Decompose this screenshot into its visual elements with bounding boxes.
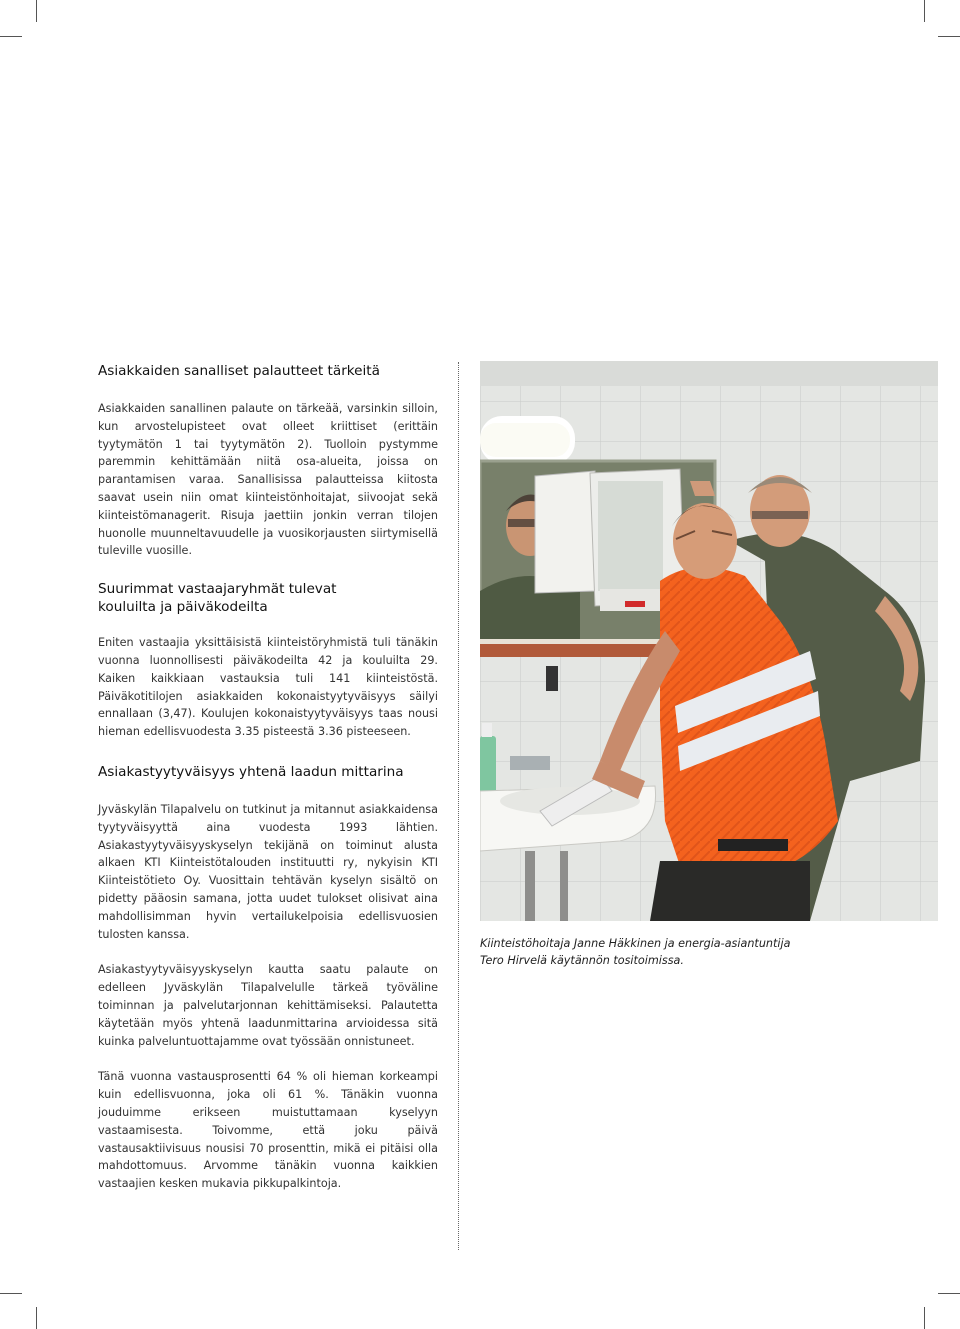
crop-mark	[0, 1293, 22, 1294]
photo-caption	[480, 935, 810, 969]
body-paragraph: Eniten vastaajia yksittäisistä kiinteistöryhmistä tuli tänäkin vuonna luonnollisesti päiväkodeilta 42 ja kouluilta 29. Kaiken kaikkiaan vastauksia tuli 141 kiinteistöstä. Päiväkotitilojen asiakkaiden kokonaistyytyväisyys säilyi ennallaan (3,47). Koulujen kokonaistyytyväisyys taas nousi hieman edellisvuodesta 3.35 pisteestä 3.36 pisteeseen.	[98, 636, 438, 739]
body-paragraph: Asiakkaiden sanallinen palaute on tärkeää, varsinkin silloin, kun arvostelupisteet ovat olleet kriittiset (erittäin tyytymätön 1 tai tyytymätön 2). Tuolloin pystymme paremmin kehittämään niitä osa-alueita, joissa on parantamisen varaa. Sanallisissa palautteissa kiitosta saavat usein niin omat kiinteistönhoitajat, siivoojat sekä kiinteistömanagerit. Risuja jaettiin jonkin verran tilojen huonolle muunneltavuudelle ja vuosikorjausten siirtymisellä tuleville vuosille.	[98, 402, 438, 558]
article-column	[98, 360, 438, 1193]
crop-mark	[36, 0, 37, 22]
caption-line: Kiinteistöhoitaja Janne Häkkinen ja energia-asiantuntija	[480, 937, 791, 950]
body-paragraph: Tänä vuonna vastausprosentti 64 % oli hieman korkeampi kuin edellisvuonna, joka oli 61 %. Tänäkin vuonna jouduimme erikseen muistuttamaan kyselyyn vastaamisesta. Toivomme, että joku päivä vastausaktiivisuus nousisi 70 prosenttin, mikä ei pitäisi olla mahdottomuus. Arvomme tänäkin vuonna kaikkien vastaajien kesken mukavia pikkupalkintoja.	[98, 1070, 438, 1191]
section-heading: Asiakkaiden sanalliset palautteet tärkeitä	[98, 363, 380, 379]
crop-mark	[924, 0, 925, 22]
crop-mark	[924, 1307, 925, 1329]
column-divider	[458, 362, 459, 1250]
caption-line: Tero Hirvelä käytännön tositoimissa.	[480, 954, 684, 967]
crop-mark	[36, 1307, 37, 1329]
crop-mark	[938, 1293, 960, 1294]
crop-mark	[938, 36, 960, 37]
section-heading: Suurimmat vastaajaryhmät tulevat kouluilta ja päiväkodeilta	[98, 581, 337, 616]
body-paragraph: Jyväskylän Tilapalvelu on tutkinut ja mitannut asiakkaidensa tyytyväisyyttä aina vuodesta 1993 lähtien. Asiakastyytyväisyyskyselyn tekijänä on toiminut alusta alkaen KTI Kiinteistötalouden instituutti ry, nykyisin KTI Kiinteistötieto Oy. Vuosittain tehtävän kyselyn sisältö on pidetty pääosin samana, jotta uudet tulokset olisivat aina mahdollisimman hyvin vertailukelpoisia edellisvuosien tulosten kanssa.	[98, 802, 438, 941]
body-paragraph: Asiakastyytyväisyyskyselyn kautta saatu palaute on edelleen Jyväskylän Tilapalvelulle tärkeä työväline toiminnan ja palvelutarjonnan kehittämiseksi. Palautetta käytetään myös yhtenä laadunmittarina arvioidessa sitä kuinka palveluntuottajamme ovat työssään onnistuneet.	[98, 963, 438, 1048]
photo-maintenance-workers	[480, 361, 938, 921]
crop-mark	[0, 36, 22, 37]
section-heading: Asiakastyytyväisyys yhtenä laadun mittarina	[98, 763, 404, 780]
